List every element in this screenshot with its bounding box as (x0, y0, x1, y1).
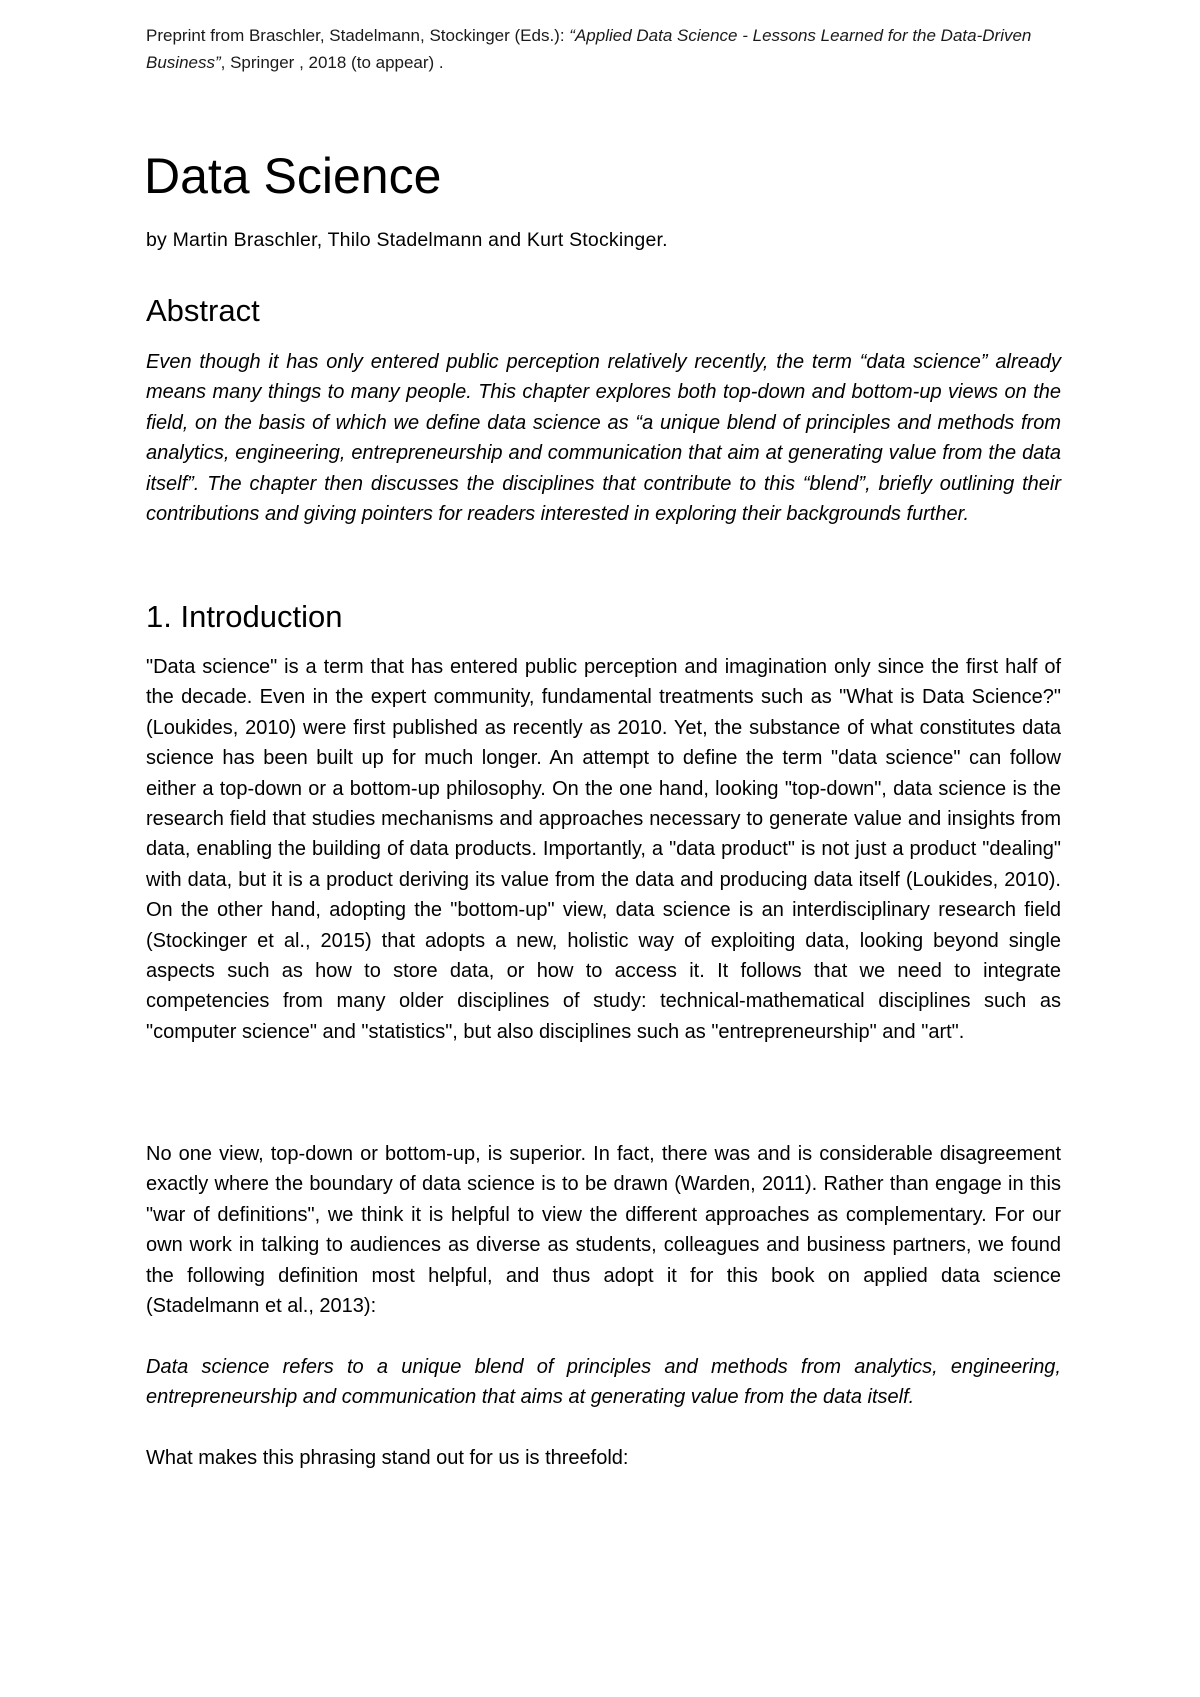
preprint-prefix: Preprint from Braschler, Stadelmann, Stockinger (Eds.): (146, 26, 570, 45)
preprint-suffix: , Springer , 2018 (to appear) . (220, 53, 444, 72)
abstract-heading: Abstract (146, 293, 260, 328)
abstract-text: Even though it has only entered public perception relatively recently, the term “data science” already means many things to many people. This chapter explores both top-down and bottom-up views on the field, on the basis of which we define data science as “a unique blend of principles and methods from analytics, engineering, entrepreneurship and communication that aim at generating value from the data itself”. The chapter then discusses the disciplines that contribute to this “blend”, briefly outlining their contributions and giving pointers for readers interested in exploring their backgrounds further. (146, 351, 1061, 526)
author-byline: by Martin Braschler, Thilo Stadelmann and Kurt Stockinger. (146, 229, 668, 251)
introduction-paragraph-2: No one view, top-down or bottom-up, is superior. In fact, there was and is considerable disagreement exactly where the boundary of data science is to be drawn (Warden, 2011). Rather than engage in this "war of definitions", we think it is helpful to view the different approaches as complementary. For our own work in talking to audiences as diverse as students, colleagues and business partners, we found the following definition most helpful, and thus adopt it for this book on applied data science (Stadelmann et al., 2013): (146, 1143, 1061, 1318)
introduction-paragraph-1: "Data science" is a term that has entered public perception and imagination only since the first half of the decade. Even in the expert community, fundamental treatments such as "What is Data Science?" (Loukides, 2010) were first published as recently as 2010. Yet, the substance of what constitutes data science has been built up for much longer. An attempt to define the term "data science" can follow either a top-down or a bottom-up philosophy. On the one hand, looking "top-down", data science is the research field that studies mechanisms and approaches necessary to generate value and insights from data, enabling the building of data products. Importantly, a "data product" is not just a product "dealing" with data, but it is a product deriving its value from the data and producing data itself (Loukides, 2010). On the other hand, adopting the "bottom-up" view, data science is an interdisciplinary research field (Stockinger et al., 2015) that adopts a new, holistic way of exploiting data, looking beyond single aspects such as how to store data, or how to access it. It follows that we need to integrate competencies from many older disciplines of study: technical-mathematical disciplines such as "computer science" and "statistics", but also disciplines such as "entrepreneurship" and "art". (146, 656, 1061, 1043)
preprint-book-title: “Applied Data Science - Lessons Learned for the Data-Driven Business” (146, 26, 1032, 72)
introduction-heading: 1. Introduction (146, 599, 343, 634)
definition-quote: Data science refers to a unique blend of principles and methods from analytics, engineering, entrepreneurship and communication that aims at generating value from the data itself. (146, 1356, 1061, 1409)
page-title: Data Science (144, 148, 442, 204)
introduction-closing: What makes this phrasing stand out for us is threefold: (146, 1447, 629, 1469)
preprint-note (146, 22, 1046, 76)
